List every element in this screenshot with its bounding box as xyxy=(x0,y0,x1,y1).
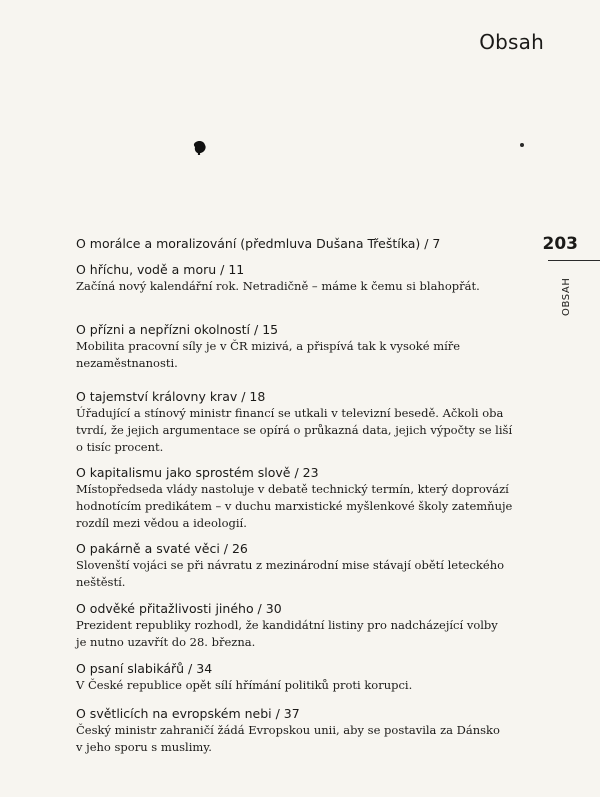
toc-entry-description xyxy=(76,722,500,756)
toc-entry-description-line: v jeho sporu s muslimy. xyxy=(76,740,212,754)
toc-entry-description-line: Prezident republiky rozhodl, že kandidátní listiny pro nadcházející volby xyxy=(76,618,498,632)
toc-entry-description xyxy=(76,338,496,372)
table-of-contents xyxy=(76,235,513,765)
toc-entry-title: O psaní slabikářů / 34 xyxy=(76,661,213,676)
toc-entry-title: O odvěké přitažlivosti jiného / 30 xyxy=(76,601,282,616)
toc-entry-description-line: Místopředseda vlády nastoluje v debatě technický termín, který doprovází xyxy=(76,482,509,496)
toc-entry xyxy=(76,464,513,540)
toc-entry-description-line: Začíná nový kalendářní rok. Netradičně – máme k čemu si blahopřát. xyxy=(76,279,480,293)
toc-entry-description xyxy=(76,617,496,651)
side-section-label: OBSAH xyxy=(561,278,572,317)
toc-entry-description-line: o tisíc procent. xyxy=(76,440,164,454)
toc-entry-description-line: V České republice opět sílí hřímání politiků proti korupci. xyxy=(76,678,413,692)
toc-entry-description xyxy=(76,405,513,456)
toc-entry xyxy=(76,540,505,600)
toc-entry xyxy=(76,600,496,660)
toc-entry-title: O morálce a moralizování (předmluva Dušana Třeštíka) / 7 xyxy=(76,236,441,251)
toc-entry-description-line: Český ministr zahraničí žádá Evropskou unii, aby se postavila za Dánsko xyxy=(76,723,500,737)
toc-entry-description-line: nezaměstnanosti. xyxy=(76,356,178,370)
toc-entry xyxy=(76,261,496,321)
toc-entry-description-line: Mobilita pracovní síly je v ČR mizivá, a přispívá tak k vysoké míře xyxy=(76,339,461,353)
toc-entry-description-line: hodnotícím predikátem – v duchu marxistické myšlenkové školy zatemňuje xyxy=(76,499,513,513)
toc-entry-title: O přízni a nepřízni okolností / 15 xyxy=(76,322,279,337)
toc-entry xyxy=(76,660,496,705)
toc-entry-title: O pakárně a svaté věci / 26 xyxy=(76,541,248,556)
toc-entry-title: O hříchu, vodě a moru / 11 xyxy=(76,262,245,277)
toc-entry-description xyxy=(76,481,513,532)
toc-entry-description xyxy=(76,677,496,694)
toc-entry-title: O světlicích na evropském nebi / 37 xyxy=(76,706,300,721)
toc-entry-description-line: neštěstí. xyxy=(76,575,126,589)
toc-entry-title: O tajemství královny krav / 18 xyxy=(76,389,266,404)
page-title: Obsah xyxy=(479,30,544,54)
toc-entry xyxy=(76,321,496,388)
toc-entry-description xyxy=(76,278,496,295)
page-number-rule xyxy=(548,260,600,261)
toc-entry-description-line: Úřadující a stínový ministr financí se utkali v televizní besedě. Ačkoli oba xyxy=(76,406,504,420)
toc-entry xyxy=(76,388,513,464)
toc-entry-description xyxy=(76,557,505,591)
toc-entry-description-line: Slovenští vojáci se při návratu z mezinárodní mise stávají obětí leteckého xyxy=(76,558,505,572)
toc-entry-title: O kapitalismu jako sprostém slově / 23 xyxy=(76,465,319,480)
toc-entry xyxy=(76,235,496,261)
ink-dot-mark xyxy=(520,143,524,147)
page-number: 203 xyxy=(542,234,578,254)
toc-entry-description-line: tvrdí, že jejich argumentace se opírá o průkazná data, jejich výpočty se liší xyxy=(76,423,513,437)
ink-blot-mark xyxy=(193,140,207,155)
toc-entry-description-line: rozdíl mezi vědou a ideologií. xyxy=(76,516,247,530)
toc-entry-description-line: je nutno uzavřít do 28. března. xyxy=(76,635,256,649)
toc-entry xyxy=(76,705,500,765)
